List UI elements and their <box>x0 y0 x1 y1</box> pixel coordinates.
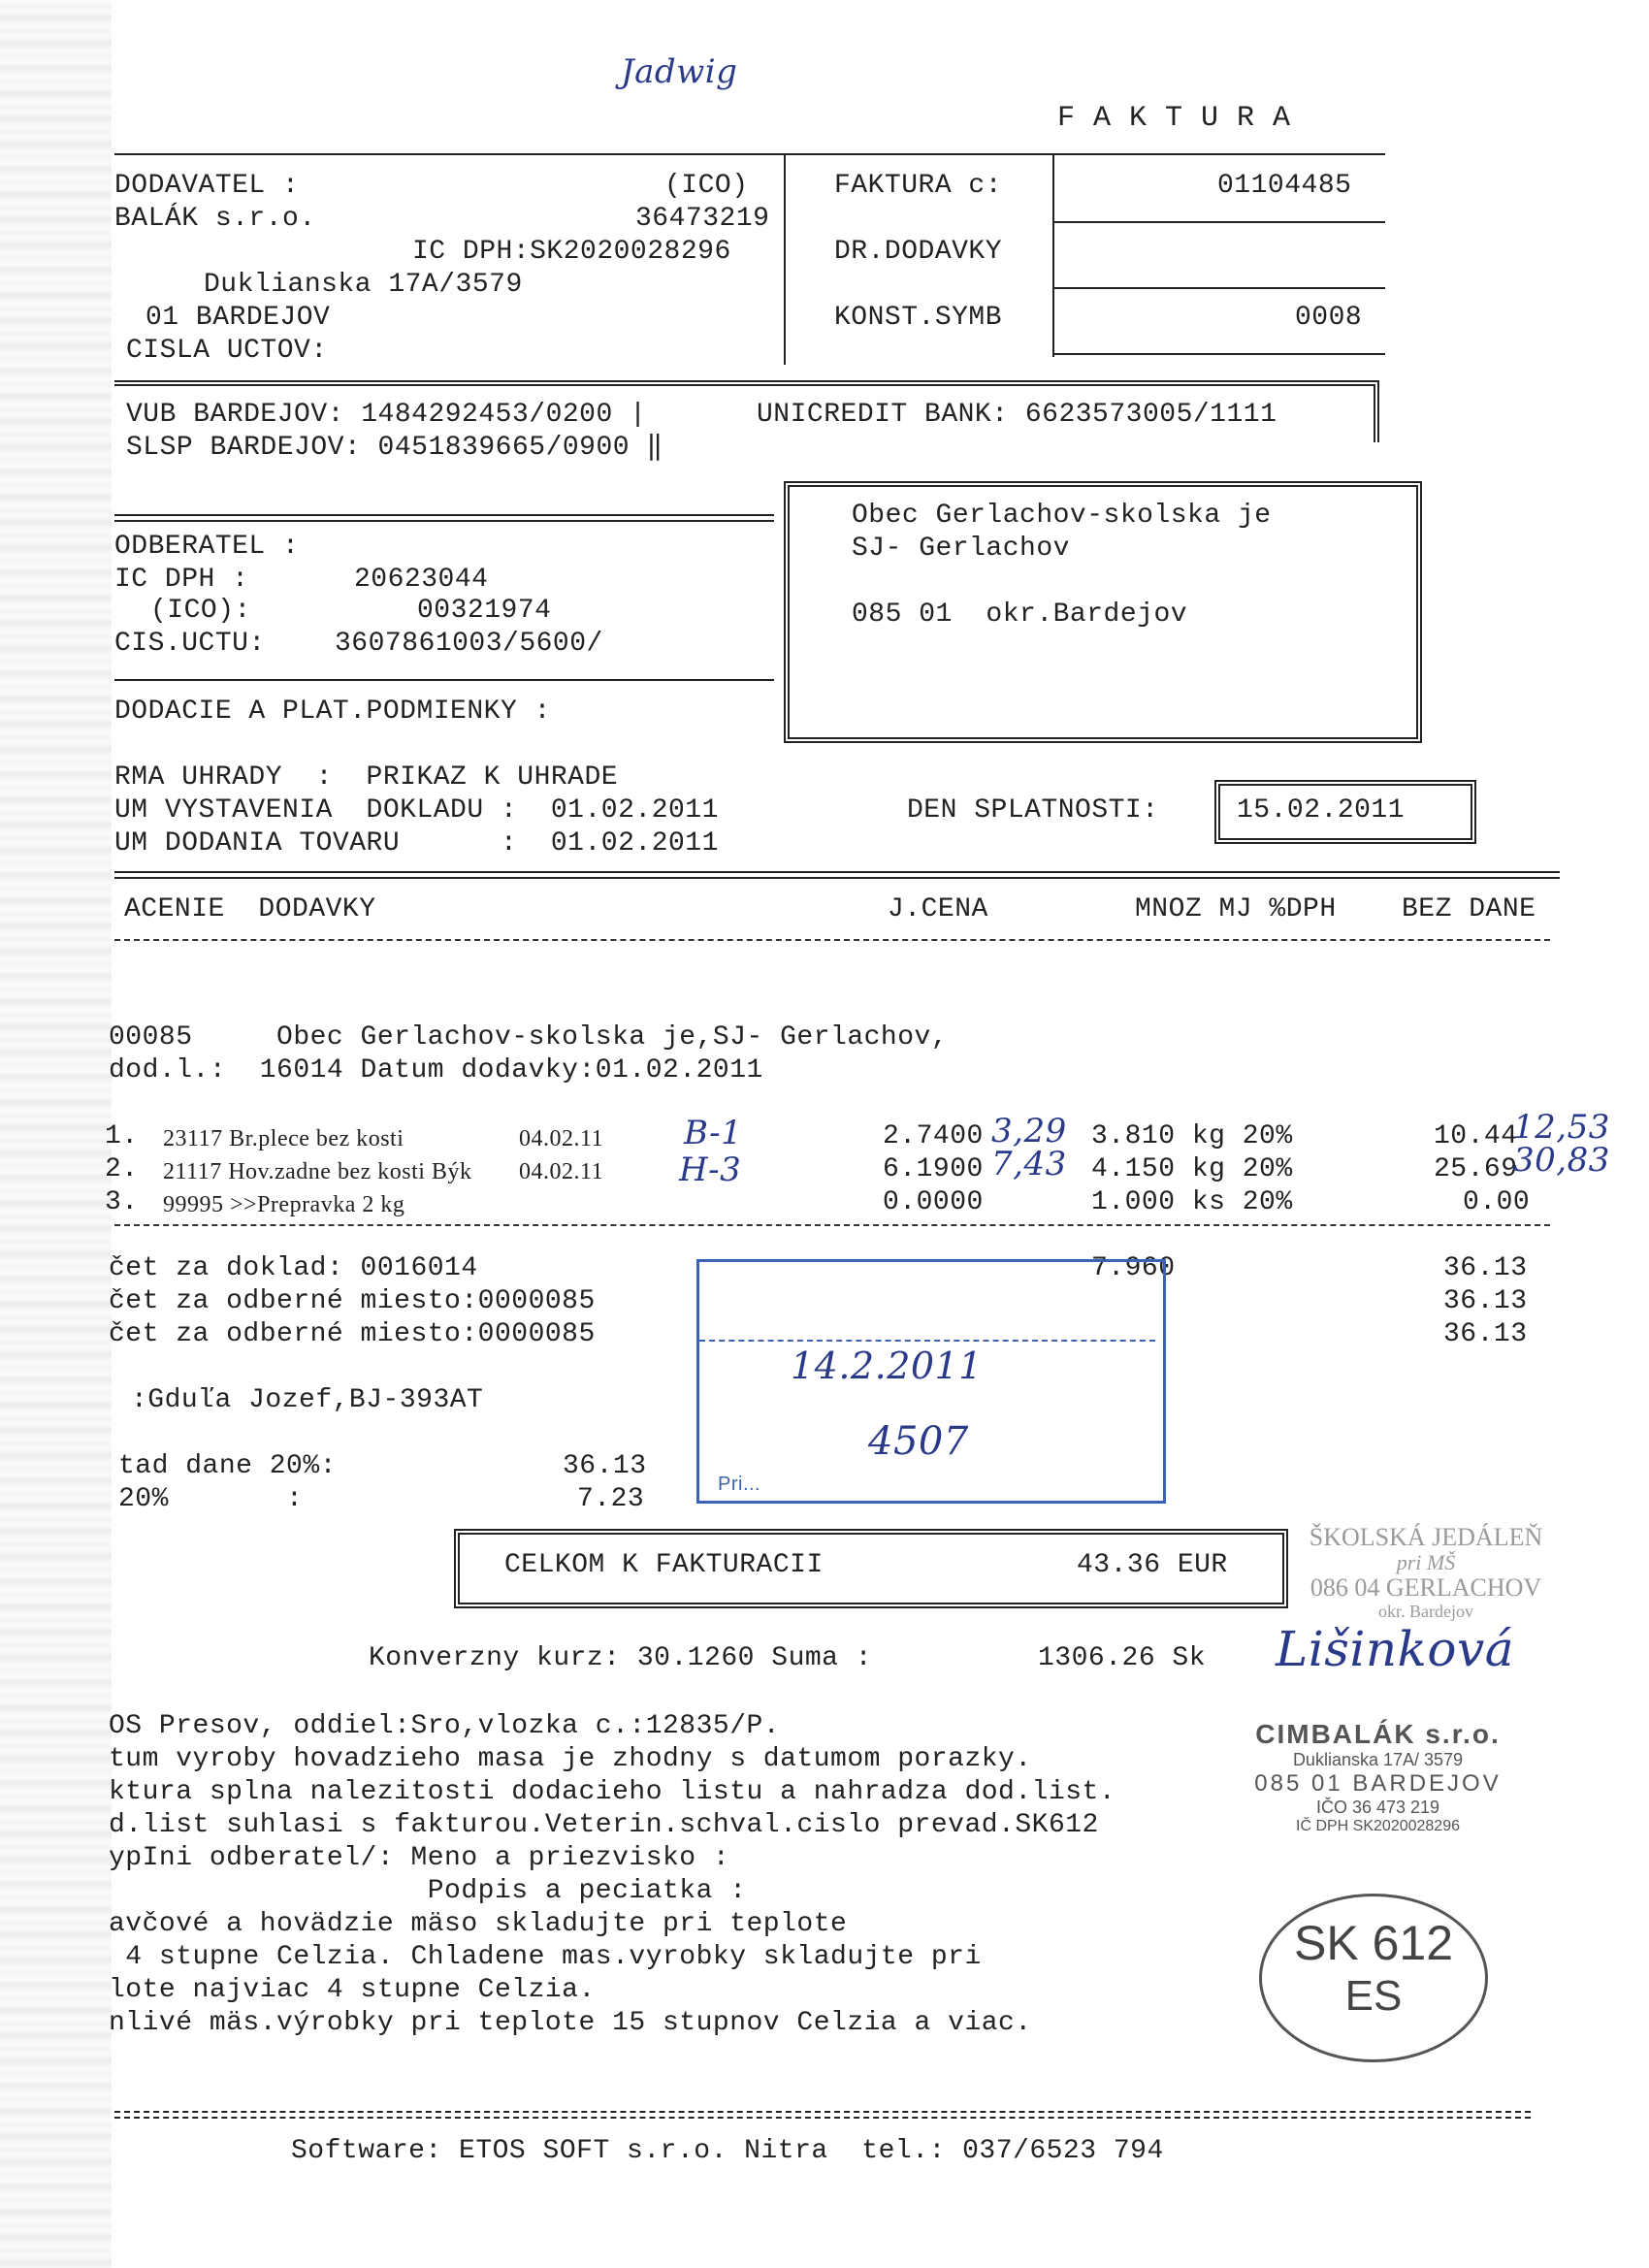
handwritten-note-top: Jadwig <box>621 52 738 91</box>
meta-rule-3 <box>1053 353 1385 355</box>
table-rule-dashed <box>114 939 1550 941</box>
supplier-name: BALÁK s.r.o. <box>114 204 316 234</box>
column-qty: MNOZ MJ %DPH <box>1135 894 1337 924</box>
row-date: 04.02.11 <box>519 1159 604 1184</box>
row-net: 25.69 <box>1434 1154 1518 1184</box>
point-total-1: 36.13 <box>1443 1286 1528 1316</box>
row-number: 2. <box>105 1154 139 1184</box>
meta-value-divider <box>1052 155 1054 357</box>
customer-ico: 00321974 <box>417 596 552 626</box>
row-handwritten-mark: B-1 <box>684 1114 743 1152</box>
school-stamp-line4: okr. Bardejov <box>1378 1602 1473 1621</box>
column-net: BEZ DANE <box>1402 894 1536 924</box>
doc-total: 36.13 <box>1443 1253 1528 1283</box>
supplier-ic-dph: IC DPH:SK2020028296 <box>412 237 731 267</box>
due-date: 15.02.2011 <box>1237 795 1406 826</box>
note-line: Podpis a peciatka : <box>109 1876 747 1906</box>
customer-address-line1: Obec Gerlachov-skolska je <box>852 501 1272 531</box>
row-item: 21117 Hov.zadne bez kosti Býk <box>163 1159 472 1184</box>
row-number: 3. <box>105 1187 139 1217</box>
company-stamp-line4: IČO 36 473 219 <box>1315 1798 1440 1817</box>
delivery-note: dod.l.: 16014 Datum dodavky:01.02.2011 <box>109 1055 763 1085</box>
doc-total-label: čet za doklad: 0016014 <box>109 1253 478 1283</box>
supplier-ico: 36473219 <box>635 204 770 234</box>
row-net: 10.44 <box>1434 1121 1518 1151</box>
customer-rule-top <box>114 514 774 522</box>
supplier-label: DODAVATEL : <box>114 171 300 201</box>
const-symbol-value: 0008 <box>1295 303 1363 333</box>
row-net-handwritten: 30,83 <box>1513 1141 1610 1180</box>
row-qty: 4.150 kg 20% <box>1091 1154 1293 1184</box>
meta-rule-1 <box>1053 221 1385 223</box>
veterinary-stamp <box>1259 1894 1488 2062</box>
scanned-edge-artifact <box>0 0 112 2268</box>
school-stamp-line2: pri MŠ <box>1396 1550 1456 1574</box>
supplier-street: Duklianska 17A/3579 <box>204 270 523 300</box>
bank-line-1-right: UNICREDIT BANK: 6623573005/1111 <box>757 400 1277 430</box>
school-stamp-line1: ŠKOLSKÁ JEDÁLEŇ <box>1309 1523 1543 1551</box>
row-date: 04.02.11 <box>519 1126 604 1151</box>
row-net-handwritten: 12,53 <box>1513 1108 1610 1147</box>
vat-label: 20% : <box>118 1484 304 1514</box>
point-total-label-1: čet za odberné miesto:0000085 <box>109 1286 596 1316</box>
row-price-handwritten: 7,43 <box>991 1145 1067 1183</box>
vet-stamp-line2: ES <box>1344 1972 1403 2020</box>
vat-amount: 7.23 <box>577 1484 645 1514</box>
row-number: 1. <box>105 1121 139 1151</box>
driver: :Gduľa Jozef,BJ-393AT <box>131 1385 484 1415</box>
received-date: 14.2.2011 <box>791 1345 983 1387</box>
company-stamp-line1: CIMBALÁK s.r.o. <box>1255 1719 1501 1749</box>
table-rule-bottom <box>114 1224 1550 1226</box>
school-stamp <box>1280 1523 1571 1620</box>
row-net: 0.00 <box>1463 1187 1531 1217</box>
row-unit-price: 6.1900 <box>883 1154 984 1184</box>
point-total-label-2: čet za odberné miesto:0000085 <box>109 1319 596 1349</box>
point-total-2: 36.13 <box>1443 1319 1528 1349</box>
total-label: CELKOM K FAKTURACII <box>504 1550 824 1580</box>
company-stamp <box>1249 1719 1506 1835</box>
received-stamp-line <box>699 1340 1155 1342</box>
terms-label: DODACIE A PLAT.PODMIENKY : <box>114 697 551 727</box>
row-item: 23117 Br.plece bez kosti <box>163 1126 404 1151</box>
received-number: 4507 <box>868 1419 969 1464</box>
vet-stamp-line1: SK 612 <box>1293 1916 1453 1970</box>
row-qty: 1.000 ks 20% <box>1091 1187 1293 1217</box>
footer-rule <box>114 2111 1531 2119</box>
customer-ic-dph: 20623044 <box>354 565 489 595</box>
delivery-type-label: DR.DODAVKY <box>834 237 1003 267</box>
customer-ico-label: (ICO): <box>150 596 251 626</box>
customer-address-line2: SJ- Gerlachov <box>852 534 1070 564</box>
customer-ic-dph-label: IC DPH : <box>114 565 249 595</box>
note-line: avčové a hovädzie mäso skladujte pri teplote <box>109 1909 848 1939</box>
column-description: ACENIE DODAVKY <box>124 894 376 924</box>
const-symbol-label: KONST.SYMB <box>834 303 1003 333</box>
delivery-date-line: UM DODANIA TOVARU : 01.02.2011 <box>114 828 719 859</box>
doc-total-qty: 7.960 <box>1091 1253 1176 1283</box>
note-line: 4 stupne Celzia. Chladene mas.vyrobky skladujte pri <box>109 1942 982 1972</box>
due-date-label: DEN SPLATNOSTI: <box>907 795 1159 826</box>
conversion-line: Konverzny kurz: 30.1260 Suma : <box>369 1643 873 1673</box>
column-unit-price: J.CENA <box>888 894 988 924</box>
meta-divider <box>784 155 786 365</box>
company-stamp-line5: IČ DPH SK2020028296 <box>1296 1818 1460 1834</box>
row-price-handwritten: 3,29 <box>991 1112 1067 1150</box>
row-unit-price: 0.0000 <box>883 1187 984 1217</box>
table-rule-top <box>114 871 1560 879</box>
conversion-amount: 1306.26 Sk <box>1038 1643 1207 1673</box>
customer-address-line3: 085 01 okr.Bardejov <box>852 599 1188 630</box>
row-handwritten-mark: H-3 <box>679 1150 742 1189</box>
company-stamp-line2: Duklianska 17A/ 3579 <box>1292 1750 1464 1769</box>
note-line: OS Presov, oddiel:Sro,vlozka c.:12835/P. <box>109 1711 781 1741</box>
received-print-label: Pri... <box>718 1474 761 1495</box>
bank-line-2: SLSP BARDEJOV: 0451839665/0900 ‖ <box>126 433 663 463</box>
supplier-accounts-label: CISLA UCTOV: <box>126 336 328 366</box>
supplier-city: 01 BARDEJOV <box>146 303 331 333</box>
tax-base-label: tad dane 20%: <box>118 1451 337 1481</box>
rule-top <box>114 153 1385 155</box>
row-unit-price: 2.7400 <box>883 1121 984 1151</box>
row-item: 99995 >>Prepravka 2 kg <box>163 1192 405 1217</box>
customer-account: 3607861003/5600/ <box>335 629 603 659</box>
school-stamp-line3: 086 04 GERLACHOV <box>1310 1573 1542 1602</box>
delivery-point: 00085 Obec Gerlachov-skolska je,SJ- Gerlachov, <box>109 1022 949 1053</box>
signature: Lišinková <box>1276 1621 1515 1677</box>
note-line: d.list suhlasi s fakturou.Veterin.schval.cislo prevad.SK612 <box>109 1810 1099 1840</box>
customer-label: ODBERATEL : <box>114 532 300 562</box>
invoice-number: 01104485 <box>1217 171 1352 201</box>
total-amount: 43.36 EUR <box>1077 1550 1228 1580</box>
note-line: lote najviac 4 stupne Celzia. <box>109 1975 596 2005</box>
footer-software: Software: ETOS SOFT s.r.o. Nitra tel.: 037/6523 794 <box>291 2136 1164 2166</box>
supplier-ico-label: (ICO) <box>664 171 749 201</box>
issue-date-line: UM VYSTAVENIA DOKLADU : 01.02.2011 <box>114 795 719 826</box>
bank-line-1: VUB BARDEJOV: 1484292453/0200 | <box>126 400 647 430</box>
document-title: F A K T U R A <box>1057 102 1291 135</box>
customer-account-label: CIS.UCTU: <box>114 629 266 659</box>
payment-form: RMA UHRADY : PRIKAZ K UHRADE <box>114 762 619 793</box>
row-qty: 3.810 kg 20% <box>1091 1121 1293 1151</box>
invoice-number-label: FAKTURA c: <box>834 171 1003 201</box>
note-line: ktura splna nalezitosti dodacieho listu a nahradza dod.list. <box>109 1777 1116 1807</box>
tax-base: 36.13 <box>563 1451 647 1481</box>
note-line: tum vyroby hovadzieho masa je zhodny s datumom porazky. <box>109 1744 1032 1774</box>
note-line: nlivé mäs.výrobky pri teplote 15 stupnov Celzia a viac. <box>109 2008 1032 2038</box>
customer-rule-bottom <box>114 679 774 681</box>
meta-rule-2 <box>1053 287 1385 289</box>
company-stamp-line3: 085 01 BARDEJOV <box>1254 1770 1502 1797</box>
note-line: ypIni odberatel/: Meno a priezvisko : <box>109 1843 730 1873</box>
